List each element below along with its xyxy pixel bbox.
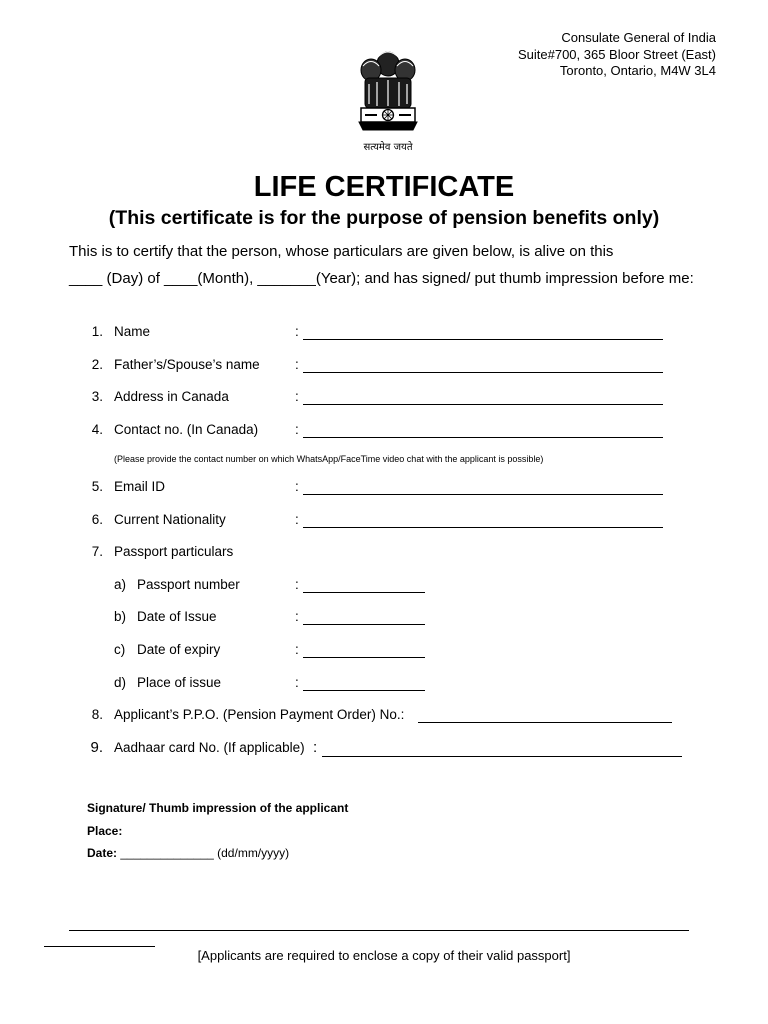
aadhaar-label: Aadhaar card No. (If applicable) (114, 740, 305, 755)
page-subtitle: (This certificate is for the purpose of pension benefits only) (108, 207, 660, 229)
field-colon: : (295, 675, 299, 690)
passport-number-field[interactable] (303, 592, 425, 593)
expiry-date-field[interactable] (303, 657, 425, 658)
ppo-field[interactable] (418, 722, 672, 723)
emblem-motto: सत्यमेव जयते (363, 142, 413, 153)
field-number: 7. (91, 544, 103, 559)
spouse-name-field[interactable] (303, 372, 663, 373)
field-number: 1. (91, 324, 103, 339)
field-number: 2. (91, 357, 103, 372)
consulate-address (518, 30, 716, 80)
name-field[interactable] (303, 339, 663, 340)
footer-short-line (44, 946, 155, 947)
address-label: Address in Canada (114, 389, 229, 404)
field-colon: : (295, 479, 299, 494)
date-row (87, 846, 289, 860)
contact-label: Contact no. (In Canada) (114, 422, 259, 437)
date-label: Date: (87, 846, 118, 860)
field-number: 3. (91, 389, 103, 404)
nationality-field[interactable] (303, 527, 663, 528)
passport-number-label: Passport number (137, 577, 240, 592)
intro-line-2: ____ (Day) of ____(Month), _______(Year); and has signed/ put thumb impression before me: (69, 270, 694, 287)
footer-divider (69, 930, 689, 931)
national-emblem-icon (347, 44, 429, 154)
field-colon: : (295, 512, 299, 527)
field-number: 5. (91, 479, 103, 494)
field-colon: : (295, 389, 299, 404)
place-label: Place: (87, 824, 123, 838)
spouse-name-label: Father’s/Spouse’s name (114, 357, 260, 372)
place-of-issue-label: Place of issue (137, 675, 222, 690)
ppo-label: Applicant’s P.P.O. (Pension Payment Order) No.: (114, 707, 405, 722)
field-colon: : (295, 609, 299, 624)
contact-field[interactable] (303, 437, 663, 438)
page-title: LIFE CERTIFICATE (253, 171, 515, 203)
intro-line-1: This is to certify that the person, whose particulars are given below, is alive on this (69, 243, 614, 260)
email-label: Email ID (114, 479, 166, 494)
expiry-date-label: Date of expiry (137, 642, 221, 657)
field-colon: : (313, 739, 318, 756)
nationality-label: Current Nationality (114, 512, 226, 527)
issue-date-field[interactable] (303, 624, 425, 625)
address-line: Suite#700, 365 Bloor Street (East) (517, 46, 716, 62)
sub-item-letter: c) (114, 642, 126, 657)
issue-date-label: Date of Issue (137, 609, 217, 624)
address-field[interactable] (303, 404, 663, 405)
date-format-hint: (dd/mm/yyyy) (217, 846, 290, 860)
passport-enclosure-note: [Applicants are required to enclose a copy of their valid passport] (197, 948, 571, 963)
field-colon: : (295, 642, 299, 657)
email-field[interactable] (303, 494, 663, 495)
field-number: 6. (91, 512, 103, 527)
address-line: Consulate General of India (561, 30, 716, 45)
aadhaar-field[interactable] (322, 756, 682, 757)
contact-note: (Please provide the contact number on which WhatsApp/FaceTime video chat with the applicant is possible) (114, 454, 544, 464)
field-colon: : (295, 577, 299, 592)
passport-particulars-label: Passport particulars (114, 544, 234, 559)
field-number: 8. (91, 707, 103, 722)
name-label: Name (114, 324, 151, 339)
date-field[interactable]: ______________ (120, 846, 214, 860)
field-number: 9. (90, 739, 103, 756)
address-line: Toronto, Ontario, M4W 3L4 (559, 63, 716, 78)
sub-item-letter: b) (114, 609, 127, 624)
field-number: 4. (91, 422, 103, 437)
place-of-issue-field[interactable] (303, 690, 425, 691)
sub-item-letter: d) (114, 675, 127, 690)
signature-heading: Signature/ Thumb impression of the applicant (87, 801, 349, 815)
field-colon: : (295, 324, 299, 339)
field-colon: : (295, 422, 299, 437)
field-colon: : (295, 357, 299, 372)
sub-item-letter: a) (114, 577, 127, 592)
